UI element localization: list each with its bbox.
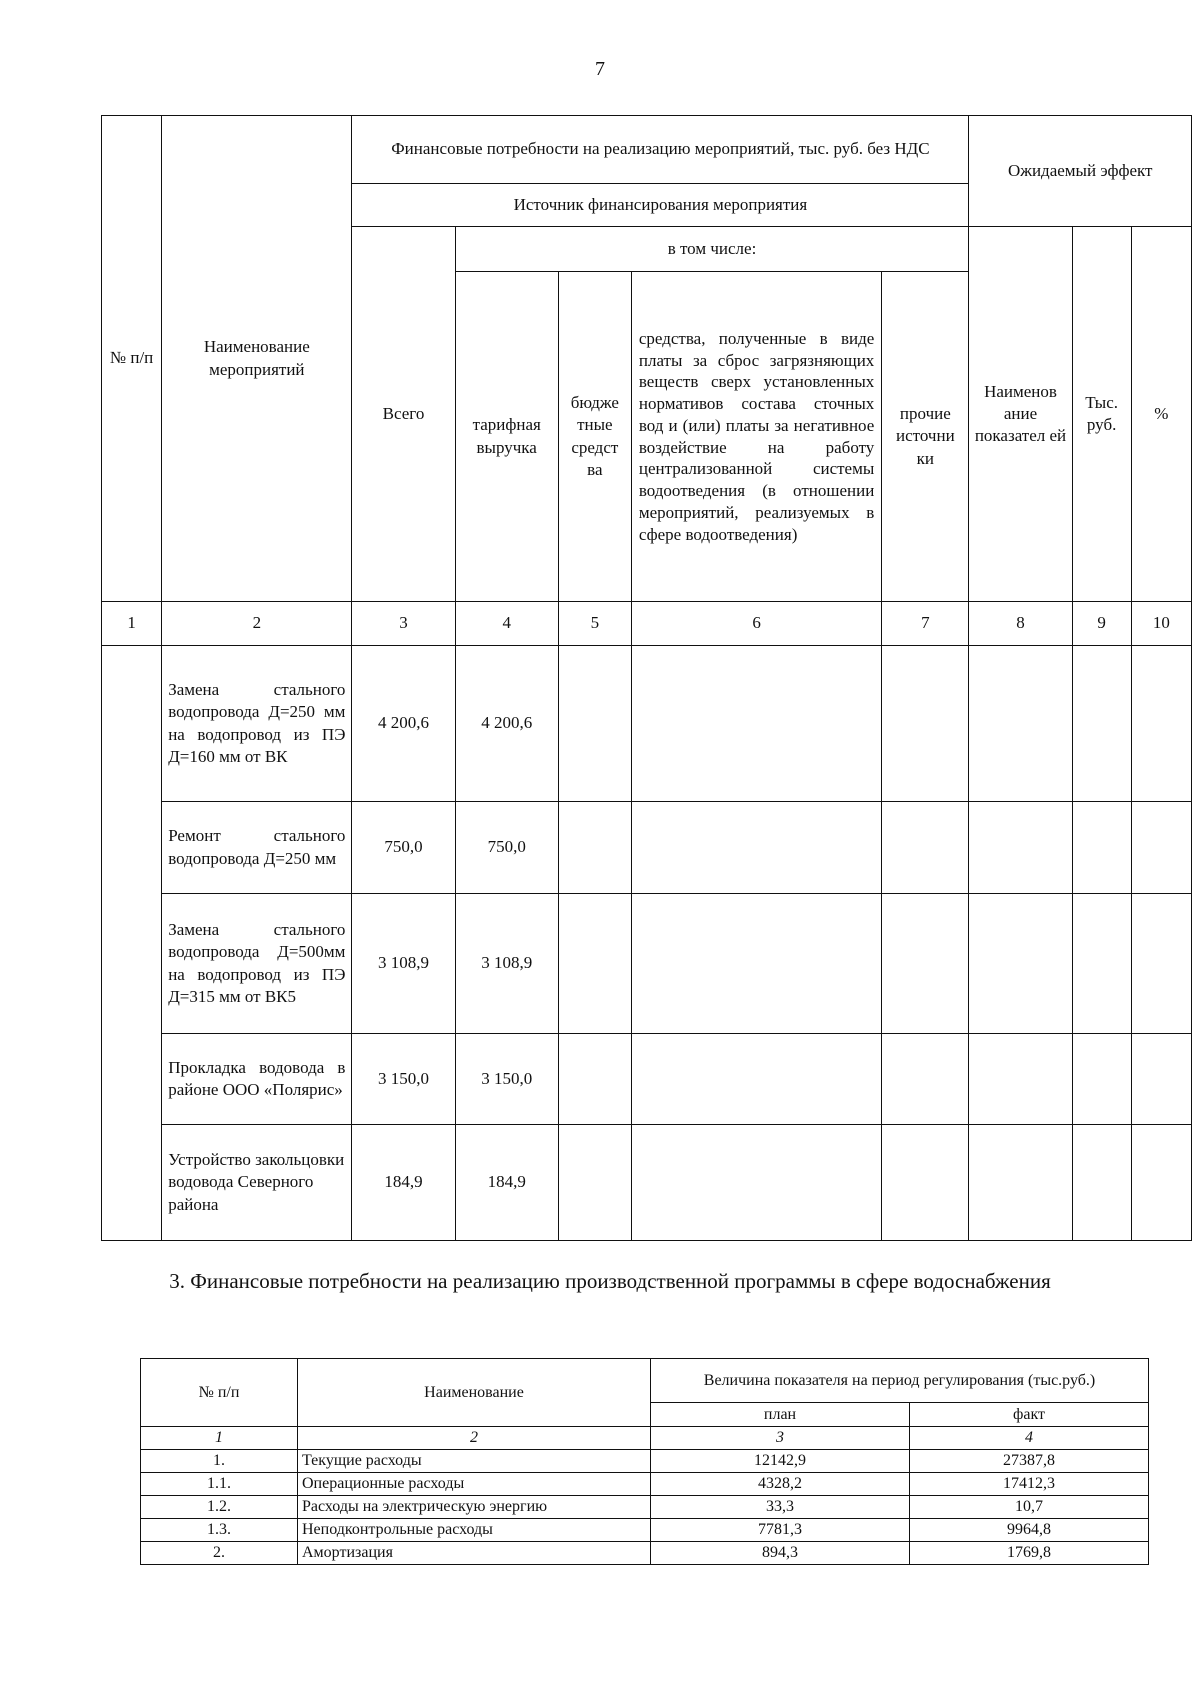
header-fact: факт (910, 1403, 1149, 1427)
fact-value: 17412,3 (910, 1473, 1149, 1496)
table-row (102, 646, 1192, 802)
header-plan: план (651, 1403, 910, 1427)
table-row (141, 1496, 1149, 1519)
table-row (141, 1542, 1149, 1565)
column-numbers-row (141, 1427, 1149, 1450)
table-row (102, 894, 1192, 1034)
header-thousand-rub: Тыс. руб. (1072, 227, 1131, 602)
header-total: Всего (352, 227, 455, 602)
measure-name: Ремонт стального водопровода Д=250 мм (162, 802, 352, 894)
tariff-value: 3 150,0 (455, 1034, 558, 1125)
section-title: 3. Финансовые потребности на реализацию производственной программы в сфере водоснабжения (169, 1269, 1051, 1293)
total-value: 184,9 (352, 1125, 455, 1241)
plan-value: 7781,3 (651, 1519, 910, 1542)
header-tariff-revenue: тарифная выручка (455, 272, 558, 602)
header-value: Величина показателя на период регулирования (тыс.руб.) (651, 1359, 1149, 1403)
page-number: 7 (595, 58, 605, 80)
total-value: 4 200,6 (352, 646, 455, 802)
column-number: 6 (631, 602, 881, 646)
column-number: 9 (1072, 602, 1131, 646)
column-number: 2 (298, 1427, 651, 1450)
column-number: 4 (910, 1427, 1149, 1450)
table-row (141, 1450, 1149, 1473)
tariff-value: 750,0 (455, 802, 558, 894)
total-value: 3 150,0 (352, 1034, 455, 1125)
measure-name: Замена стального водопровода Д=500мм на водопровод из ПЭ Д=315 мм от ВК5 (162, 894, 352, 1034)
row-number: 2. (141, 1542, 298, 1565)
row-number: 1.3. (141, 1519, 298, 1542)
table-row (102, 802, 1192, 894)
table-row (102, 1034, 1192, 1125)
header-budget-funds: бюдже тные средст ва (558, 272, 631, 602)
tariff-value: 184,9 (455, 1125, 558, 1241)
row-name: Расходы на электрическую энергию (298, 1496, 651, 1519)
column-numbers-row (102, 602, 1192, 646)
total-value: 750,0 (352, 802, 455, 894)
header-col-name: Наименование (298, 1359, 651, 1427)
measure-name: Прокладка водовода в районе ООО «Полярис» (162, 1034, 352, 1125)
header-other-sources: прочие источни ки (882, 272, 969, 602)
measure-name: Замена стального водопровода Д=250 мм на водопровод из ПЭ Д=160 мм от ВК (162, 646, 352, 802)
row-no-cell (102, 646, 162, 1241)
table-row (141, 1519, 1149, 1542)
column-number: 1 (102, 602, 162, 646)
header-col-name: Наименование мероприятий (162, 116, 352, 602)
header-col-no: № п/п (141, 1359, 298, 1427)
measures-financing-table (101, 115, 1192, 1241)
header-indicator-name: Наименов ание показател ей (969, 227, 1072, 602)
measure-name: Устройство закольцовки водовода Северного района (162, 1125, 352, 1241)
header-including: в том числе: (455, 227, 969, 272)
row-name: Операционные расходы (298, 1473, 651, 1496)
plan-value: 894,3 (651, 1542, 910, 1565)
column-number: 4 (455, 602, 558, 646)
row-number: 1. (141, 1450, 298, 1473)
header-funding-source: Источник финансирования мероприятия (352, 184, 969, 227)
column-number: 5 (558, 602, 631, 646)
plan-value: 4328,2 (651, 1473, 910, 1496)
fact-value: 27387,8 (910, 1450, 1149, 1473)
table-row (141, 1473, 1149, 1496)
header-expected-effect: Ожидаемый эффект (969, 116, 1192, 227)
header-col-no: № п/п (102, 116, 162, 602)
table-row (102, 1125, 1192, 1241)
row-name: Текущие расходы (298, 1450, 651, 1473)
header-fees-funds: средства, полученные в виде платы за сброс загрязняющих веществ сверх установленных нормативов состава сточных вод и (или) платы за негативное воздействие на работу централизованной системы водоотведения (в отношении мероприятий, реализуемых в сфере водоотведения) (631, 272, 881, 602)
header-financial-needs: Финансовые потребности на реализацию мероприятий, тыс. руб. без НДС (352, 116, 969, 184)
plan-value: 33,3 (651, 1496, 910, 1519)
header-percent: % (1131, 227, 1191, 602)
fact-value: 9964,8 (910, 1519, 1149, 1542)
row-number: 1.1. (141, 1473, 298, 1496)
column-number: 7 (882, 602, 969, 646)
fact-value: 10,7 (910, 1496, 1149, 1519)
column-number: 8 (969, 602, 1072, 646)
column-number: 10 (1131, 602, 1191, 646)
plan-value: 12142,9 (651, 1450, 910, 1473)
total-value: 3 108,9 (352, 894, 455, 1034)
tariff-value: 4 200,6 (455, 646, 558, 802)
column-number: 3 (651, 1427, 910, 1450)
column-number: 2 (162, 602, 352, 646)
column-number: 1 (141, 1427, 298, 1450)
tariff-value: 3 108,9 (455, 894, 558, 1034)
production-program-table (140, 1358, 1149, 1565)
column-number: 3 (352, 602, 455, 646)
fact-value: 1769,8 (910, 1542, 1149, 1565)
row-name: Неподконтрольные расходы (298, 1519, 651, 1542)
row-name: Амортизация (298, 1542, 651, 1565)
row-number: 1.2. (141, 1496, 298, 1519)
